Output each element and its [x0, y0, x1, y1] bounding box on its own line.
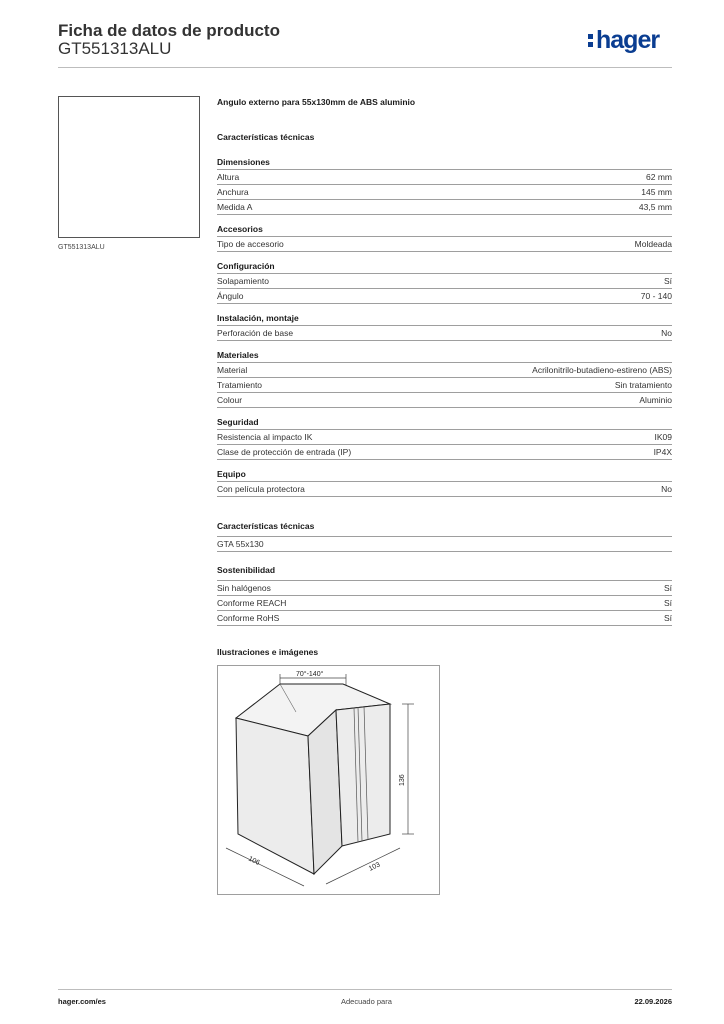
spec-row — [217, 184, 672, 199]
spec-label: Conforme RoHS — [217, 613, 280, 623]
spec-value: Sin tratamiento — [614, 380, 672, 390]
spec-row — [217, 444, 672, 459]
spec-sections — [217, 156, 672, 497]
spec-label: Tipo de accesorio — [217, 239, 284, 249]
logo-text: hager — [596, 26, 660, 54]
spec-column — [217, 96, 672, 626]
spec-row — [217, 325, 672, 340]
row-divider — [217, 303, 672, 304]
spec-label: Clase de protección de entrada (IP) — [217, 447, 352, 457]
spec-value: IK09 — [654, 432, 672, 442]
row-divider — [217, 251, 672, 252]
spec-value: 70 - 140 — [640, 291, 672, 301]
sustainability-table — [217, 580, 672, 626]
spec-row — [217, 288, 672, 303]
spec-label: Medida A — [217, 202, 253, 212]
tech2-table — [217, 536, 672, 552]
spec-label: Con película protectora — [217, 484, 305, 494]
spec-label: GTA 55x130 — [217, 539, 264, 549]
spec-value: Aluminio — [639, 395, 672, 405]
spec-value: Acrilonitrilo-butadieno-estireno (ABS) — [532, 365, 672, 375]
footer-website[interactable]: hager.com/es — [58, 997, 106, 1006]
section-title: Seguridad — [217, 417, 259, 427]
sustainability-title: Sostenibilidad — [217, 565, 276, 575]
row-divider — [217, 459, 672, 460]
spec-label: Perforación de base — [217, 328, 294, 338]
spec-row — [217, 169, 672, 184]
spec-value: No — [661, 328, 672, 338]
height-label: 136 — [399, 774, 406, 786]
spec-label: Altura — [217, 172, 240, 182]
spec-row — [217, 536, 672, 551]
section-title: Equipo — [217, 469, 246, 479]
row-divider — [217, 214, 672, 215]
spec-value: IP4X — [653, 447, 672, 457]
footer-date: 22.09.2026 — [634, 997, 672, 1006]
spec-label: Resistencia al impacto IK — [217, 432, 313, 442]
spec-value: Sí — [663, 276, 672, 286]
spec-label: Conforme REACH — [217, 598, 287, 608]
footer-divider — [58, 989, 672, 990]
spec-row — [217, 199, 672, 214]
spec-label: Tratamiento — [217, 380, 263, 390]
hager-logo — [588, 26, 659, 55]
page-title: Ficha de datos de producto — [58, 21, 280, 40]
spec-label: Material — [217, 365, 248, 375]
spec-row — [217, 429, 672, 444]
spec-value: Sí — [663, 598, 672, 608]
product-headline: Angulo externo para 55x130mm de ABS aluminio — [217, 97, 416, 107]
thumbnail-caption: GT551313ALU — [58, 244, 105, 251]
spec-value: Moldeada — [634, 239, 672, 249]
spec-row — [217, 236, 672, 251]
spec-row — [217, 481, 672, 496]
spec-row — [217, 392, 672, 407]
spec-label: Solapamiento — [217, 276, 269, 286]
product-code: GT551313ALU — [58, 39, 172, 58]
row-divider — [217, 407, 672, 408]
footer-suitable: Adecuado para — [341, 997, 392, 1006]
spec-value: No — [661, 484, 672, 494]
spec-row — [217, 273, 672, 288]
header-divider — [58, 67, 672, 68]
row-divider — [217, 625, 672, 626]
left-width-label: 106 — [247, 855, 261, 867]
spec-value: 62 mm — [646, 172, 672, 182]
spec-value: Sí — [663, 583, 672, 593]
section-title: Instalación, montaje — [217, 313, 299, 323]
right-width-label: 103 — [367, 861, 382, 873]
spec-label: Anchura — [217, 187, 249, 197]
angle-label: 70°-140° — [296, 671, 324, 678]
spec-row — [217, 610, 672, 625]
spec-value: Sí — [663, 613, 672, 623]
spec-label: Colour — [217, 395, 243, 405]
row-divider — [217, 340, 672, 341]
section-title: Materiales — [217, 350, 259, 360]
spec-row — [217, 377, 672, 392]
spec-value: 145 mm — [641, 187, 672, 197]
spec-title: Características técnicas — [217, 132, 315, 142]
section-title: Configuración — [217, 261, 275, 271]
spec-row — [217, 362, 672, 377]
spec-row — [217, 580, 672, 595]
spec-row — [217, 595, 672, 610]
spec-label: Sin halógenos — [217, 583, 271, 593]
illustrations-title: Ilustraciones e imágenes — [217, 647, 319, 657]
spec-value: 43,5 mm — [638, 202, 672, 212]
product-thumbnail — [58, 96, 200, 238]
spec-label: Ángulo — [217, 291, 244, 301]
logo-dots-icon — [588, 31, 594, 49]
section-title: Dimensiones — [217, 157, 270, 167]
tech2-title: Características técnicas — [217, 521, 315, 531]
section-title: Accesorios — [217, 224, 263, 234]
corner-drawing — [218, 666, 439, 894]
illustration-frame — [217, 665, 440, 895]
